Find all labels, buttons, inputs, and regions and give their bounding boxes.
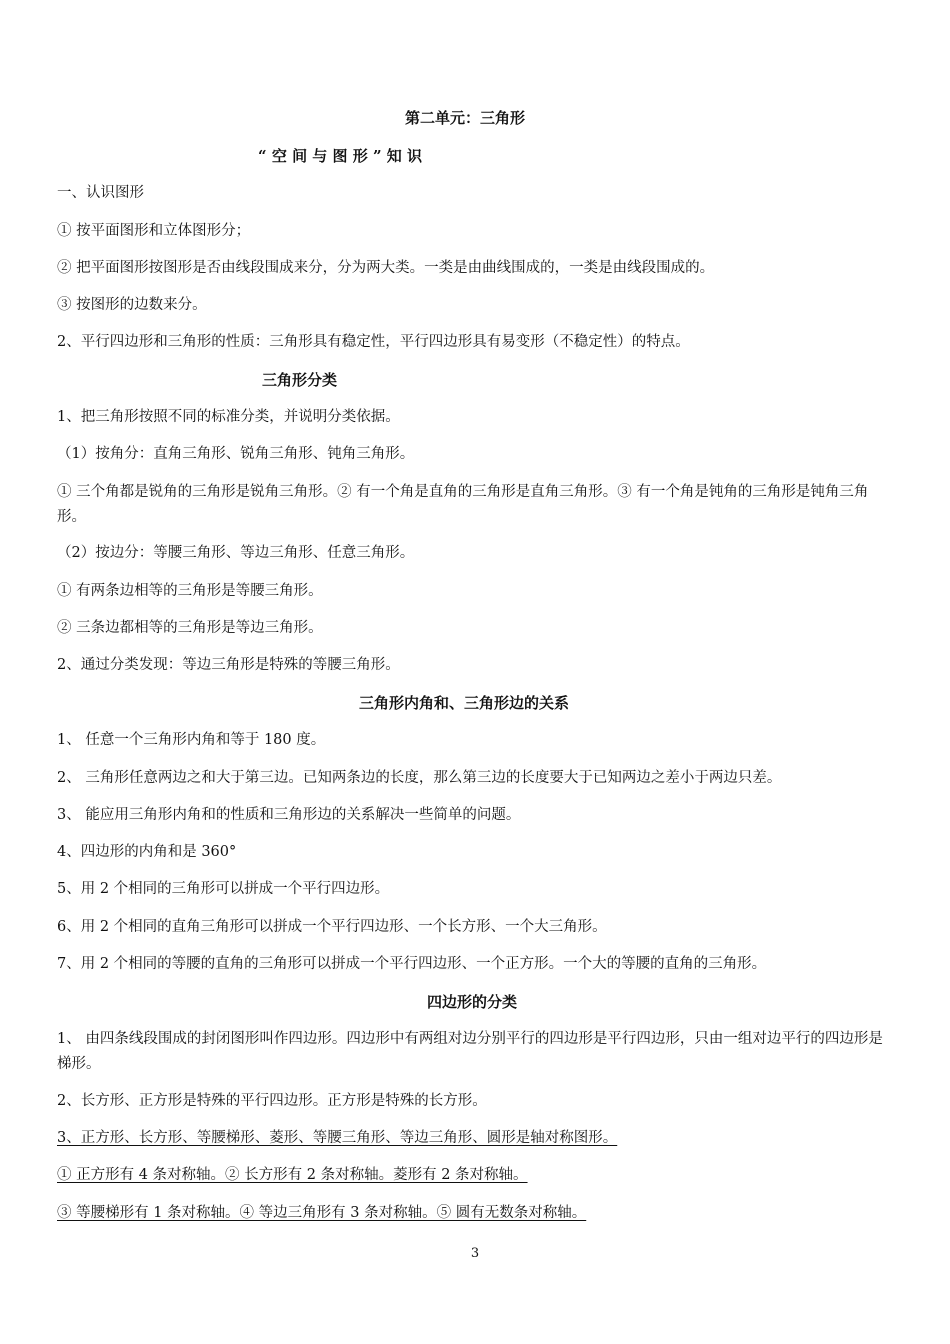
paragraph: ③ 按图形的边数来分。 <box>57 297 207 313</box>
paragraph: ② 三条边都相等的三角形是等边三角形。 <box>57 620 323 636</box>
paragraph: 6、用 2 个相同的直角三角形可以拼成一个平行四边形、一个长方形、一个大三角形。 <box>57 919 607 935</box>
paragraph: ② 把平面图形按图形是否由线段围成来分，分为两大类。一类是由曲线围成的，一类是由线段围成的。 <box>57 260 715 276</box>
paragraph: 2、 三角形任意两边之和大于第三边。已知两条边的长度，那么第三边的长度要大于已知两边之差小于两边只差。 <box>57 770 782 786</box>
paragraph: 2、平行四边形和三角形的性质：三角形具有稳定性，平行四边形具有易变形（不稳定性）的特点。 <box>57 334 690 350</box>
paragraph: 一、认识图形 <box>57 185 144 201</box>
paragraph-underlined: ① 正方形有 4 条对称轴。② 长方形有 2 条对称轴。菱形有 2 条对称轴。 <box>57 1167 528 1183</box>
paragraph: 4、四边形的内角和是 360° <box>57 844 237 860</box>
page-title: 第二单元：三角形 <box>405 109 526 127</box>
paragraph: ① 有两条边相等的三角形是等腰三角形。 <box>57 583 323 599</box>
paragraph: ① 三个角都是锐角的三角形是锐角三角形。② 有一个角是直角的三角形是直角三角形。③ 有一个角是钝角的三角形是钝角三角形。 <box>57 484 869 525</box>
paragraph: 5、用 2 个相同的三角形可以拼成一个平行四边形。 <box>57 881 390 897</box>
section-heading-classify: 三角形分类 <box>262 371 338 389</box>
section-heading-quad: 四边形的分类 <box>427 993 518 1011</box>
paragraph: 2、通过分类发现：等边三角形是特殊的等腰三角形。 <box>57 657 400 673</box>
paragraph-underlined: ③ 等腰梯形有 1 条对称轴。④ 等边三角形有 3 条对称轴。⑤ 圆有无数条对称轴。 <box>57 1205 587 1221</box>
section-heading-knowledge: “ 空 间 与 图 形 ” 知 识 <box>258 147 423 165</box>
paragraph: （2）按边分：等腰三角形、等边三角形、任意三角形。 <box>57 545 415 561</box>
paragraph: 3、 能应用三角形内角和的性质和三角形边的关系解决一些简单的问题。 <box>57 807 521 823</box>
page-number: 3 <box>470 1246 480 1261</box>
paragraph: ① 按平面图形和立体图形分； <box>57 223 251 239</box>
paragraph: 1、 任意一个三角形内角和等于 180 度。 <box>57 732 326 748</box>
paragraph: 7、用 2 个相同的等腰的直角的三角形可以拼成一个平行四边形、一个正方形。一个大的等腰的直角的三角形。 <box>57 956 767 972</box>
paragraph: 2、长方形、正方形是特殊的平行四边形。正方形是特殊的长方形。 <box>57 1093 487 1109</box>
paragraph-underlined: 3、正方形、长方形、等腰梯形、菱形、等腰三角形、等边三角形、圆形是轴对称图形。 <box>57 1130 618 1146</box>
section-heading-angles: 三角形内角和、三角形边的关系 <box>359 694 570 712</box>
paragraph: 1、 由四条线段围成的封闭图形叫作四边形。四边形中有两组对边分别平行的四边形是平行四边形，只由一组对边平行的四边形是梯形。 <box>57 1031 883 1072</box>
paragraph: （1）按角分：直角三角形、锐角三角形、钝角三角形。 <box>57 446 415 462</box>
paragraph: 1、把三角形按照不同的标准分类，并说明分类依据。 <box>57 409 400 425</box>
